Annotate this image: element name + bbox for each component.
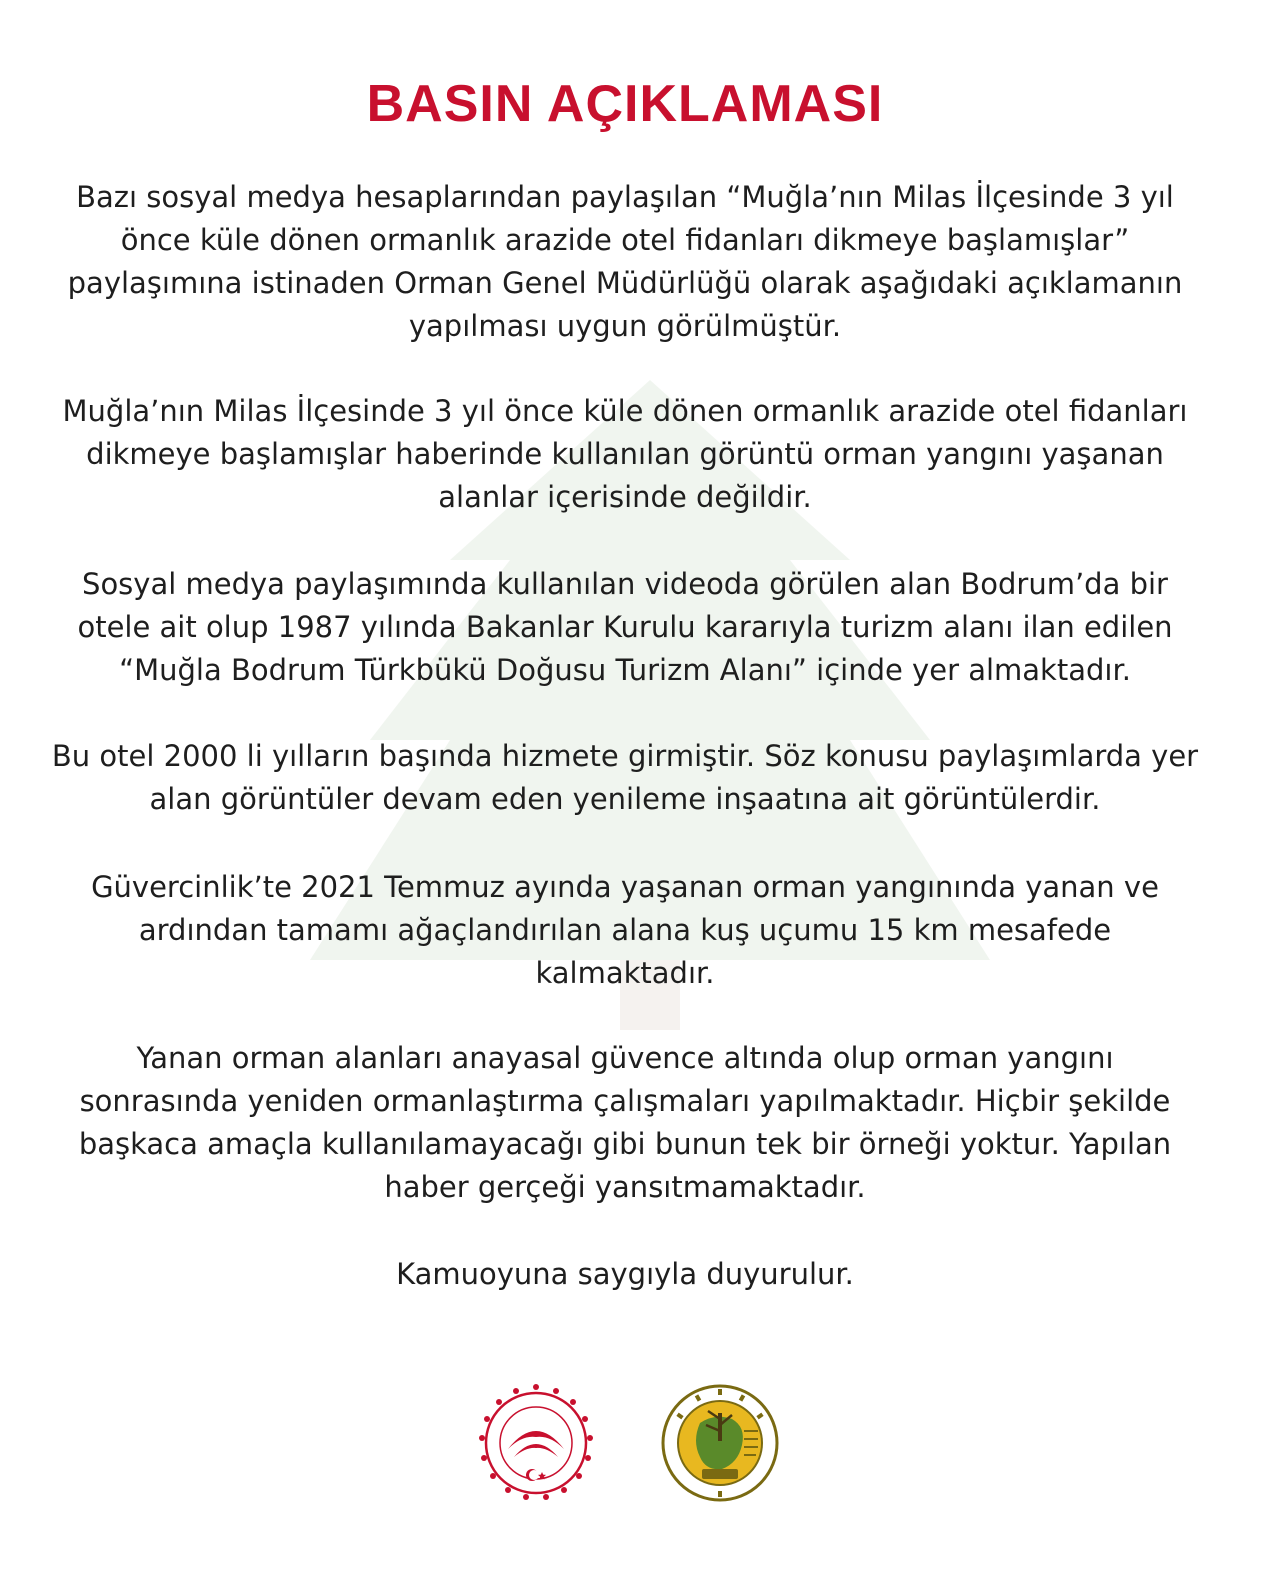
paragraph-3 [40, 563, 1210, 692]
paragraph-line: önce küle dönen ormanlık arazide otel fidanları dikmeye başlamışlar” [120, 223, 1130, 257]
ministry-seal-icon [476, 1383, 596, 1503]
paragraph-line: otele ait olup 1987 yılında Bakanlar Kurulu kararıyla turizm alanı ilan edilen [77, 610, 1173, 644]
paragraph-line: Yanan orman alanları anayasal güvence altında olup orman yangını [136, 1041, 1114, 1075]
paragraph-2 [40, 390, 1210, 519]
paragraph-line: “Muğla Bodrum Türkbükü Doğusu Turizm Alanı” içinde yer almaktadır. [119, 653, 1131, 687]
paragraph-line: kalmaktadır. [535, 956, 715, 990]
paragraph-6 [40, 1037, 1210, 1209]
paragraph-1 [40, 176, 1210, 348]
paragraph-line: Güvercinlik’te 2021 Temmuz ayında yaşanan orman yangınında yanan ve [91, 870, 1159, 904]
paragraph-5 [40, 866, 1210, 995]
paragraph-line: Sosyal medya paylaşımında kullanılan videoda görülen alan Bodrum’da bir [82, 567, 1168, 601]
paragraph-line: haber gerçeği yansıtmamaktadır. [384, 1170, 866, 1204]
paragraph-line: Muğla’nın Milas İlçesinde 3 yıl önce küle dönen ormanlık arazide otel fidanları [62, 394, 1188, 428]
paragraph-line: paylaşımına istinaden Orman Genel Müdürlüğü olarak aşağıdaki açıklamanın [67, 266, 1183, 300]
paragraph-line: dikmeye başlamışlar haberinde kullanılan görüntü orman yangını yaşanan [86, 437, 1164, 471]
ogm-seal-icon [660, 1383, 780, 1503]
paragraph-line: Kamuoyuna saygıyla duyurulur. [396, 1257, 854, 1291]
footer-logos [0, 1383, 1280, 1503]
closing-line [40, 1253, 1210, 1296]
paragraph-line: sonrasında yeniden ormanlaştırma çalışmaları yapılmaktadır. Hiçbir şekilde [79, 1084, 1171, 1118]
page-title: BASIN AÇIKLAMASI [366, 75, 884, 133]
paragraph-line: alan görüntüler devam eden yenileme inşaatına ait görüntülerdir. [149, 782, 1101, 816]
paragraph-line: başkaca amaçla kullanılamayacağı gibi bunun tek bir örneği yoktur. Yapılan [78, 1127, 1172, 1161]
paragraph-line: ardından tamamı ağaçlandırılan alana kuş uçumu 15 km mesafede [138, 913, 1112, 947]
paragraph-line: Bazı sosyal medya hesaplarından paylaşılan “Muğla’nın Milas İlçesinde 3 yıl [76, 180, 1174, 214]
paragraph-4 [40, 735, 1210, 821]
paragraph-line: Bu otel 2000 li yılların başında hizmete girmiştir. Söz konusu paylaşımlarda yer [51, 739, 1199, 773]
paragraph-line: alanlar içerisinde değildir. [438, 480, 812, 514]
paragraph-line: yapılması uygun görülmüştür. [408, 309, 842, 343]
